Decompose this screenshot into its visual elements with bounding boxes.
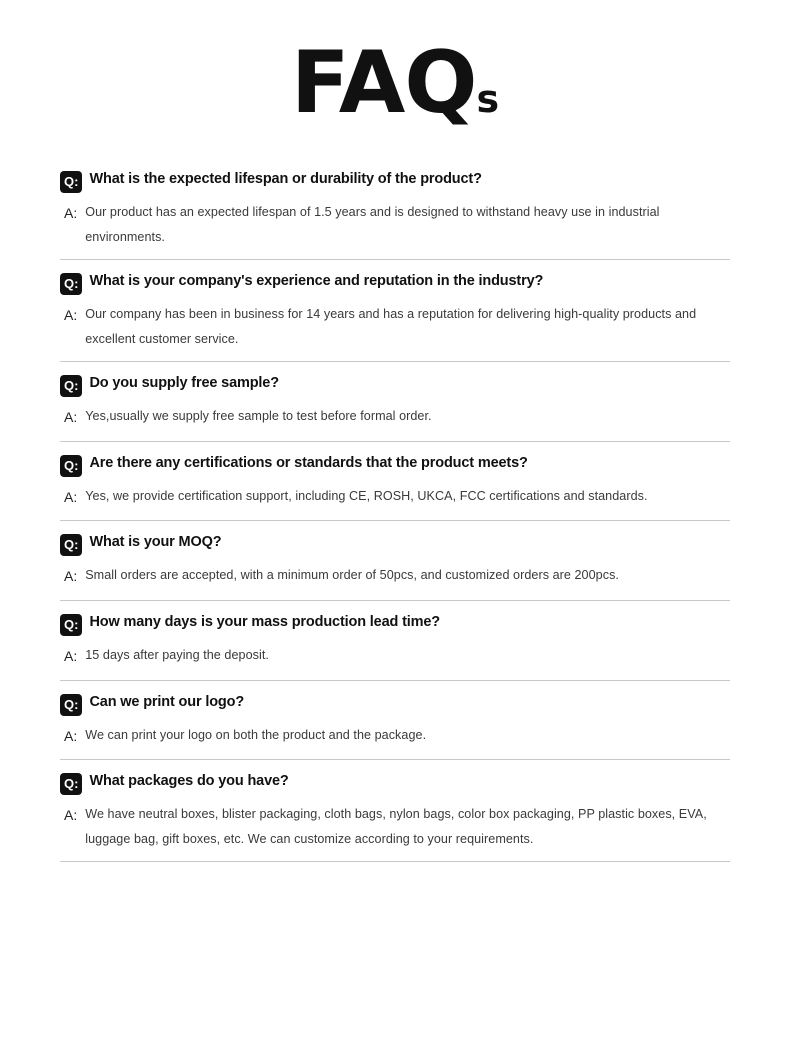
faq-answer-text: We can print your logo on both the product and the package. [85,727,427,742]
faq-item [60,158,730,260]
faq-answer-row [60,302,730,351]
faq-item [60,521,730,601]
faq-question-row [60,260,730,295]
faq-answer-text: Yes,usually we supply free sample to test before formal order. [85,409,432,424]
faq-answer-row [60,404,730,431]
answer-label: A: [64,409,78,426]
faq-answer-text: 15 days after paying the deposit. [85,647,269,662]
question-badge: Q: [60,614,82,636]
faq-answer-text: Our product has an expected lifespan of 1.5 years and is designed to withstand heavy use in industrial environments. [85,205,660,244]
question-badge: Q: [60,171,82,193]
faq-answer-row [60,484,730,511]
faq-answer-row [60,802,730,851]
faq-question-row [60,362,730,397]
page-title [290,33,500,133]
answer-label: A: [64,488,78,505]
faq-item [60,442,730,522]
question-badge: Q: [60,375,82,397]
faq-question-text: How many days is your mass production lead time? [89,613,441,630]
faq-item [60,760,730,862]
faq-answer-text: We have neutral boxes, blister packaging, cloth bags, nylon bags, color box packaging, PP plastic boxes, EVA, luggage bag, gift boxes, etc. We can customize according to your requirements. [85,807,707,846]
question-badge: Q: [60,773,82,795]
answer-label: A: [64,727,78,744]
faq-item [60,260,730,362]
faq-list [60,158,730,862]
faq-question-row [60,158,730,193]
faq-question-row [60,760,730,795]
faq-question-row [60,521,730,556]
faq-answer-row [60,643,730,670]
faq-question-text: What packages do you have? [89,773,289,790]
question-badge: Q: [60,455,82,477]
page-title-sub: s [476,77,500,121]
faq-answer-row [60,723,730,750]
answer-label: A: [64,647,78,664]
faq-answer-row [60,563,730,590]
faq-question-text: What is your company's experience and reputation in the industry? [89,273,544,290]
answer-label: A: [64,568,78,585]
faq-item [60,601,730,681]
page-footer-spacer [0,862,790,922]
faq-item [60,681,730,761]
question-badge: Q: [60,534,82,556]
faq-answer-text: Our company has been in business for 14 years and has a reputation for delivering high-quality products and excellent customer service. [85,307,697,346]
answer-label: A: [64,307,78,324]
answer-label: A: [64,807,78,824]
faq-answer-row [60,200,730,249]
question-badge: Q: [60,694,82,716]
faq-answer-text: Small orders are accepted, with a minimum order of 50pcs, and customized orders are 200pcs. [85,568,619,583]
page-title-container [0,0,790,132]
faq-answer-text: Yes, we provide certification support, including CE, ROSH, UKCA, FCC certifications and standards. [85,488,648,503]
faq-question-row [60,681,730,716]
faq-item [60,362,730,442]
faq-question-row [60,601,730,636]
faq-question-text: What is the expected lifespan or durability of the product? [89,171,482,187]
page-title-main: FAQ [290,33,477,133]
answer-label: A: [64,205,78,221]
faq-question-text: Are there any certifications or standards that the product meets? [89,454,528,471]
faq-question-text: Can we print our logo? [89,693,245,710]
faq-question-text: What is your MOQ? [89,534,222,551]
question-badge: Q: [60,273,82,295]
faq-question-row [60,442,730,477]
faq-question-text: Do you supply free sample? [89,375,279,392]
